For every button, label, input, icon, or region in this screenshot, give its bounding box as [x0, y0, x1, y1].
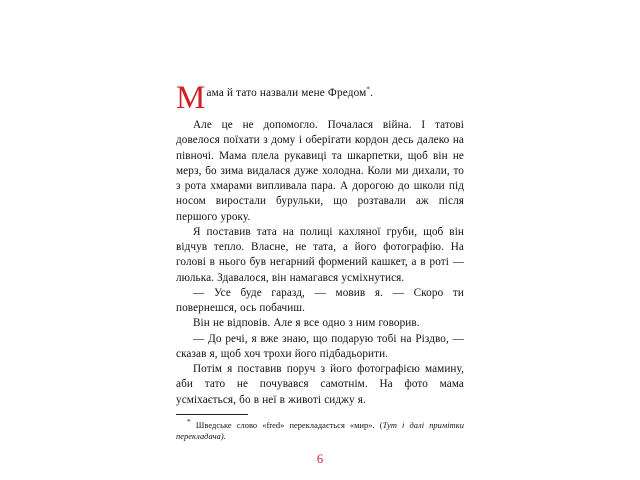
body-paragraph: Але це не допомогло. Почалася війна. І татові довелося поїхати з дому і оберігати кордон десь далеко на півночі. Мама плела рукавиці та шкарпетки, щоб він не мерз, бо зима видалася дуже холодна. Коли ми дихали, то з рота хмарами випливала пара. А дорогою до школи під носом виростали бурульки, що розтавали аж після першого уроку. — [176, 119, 464, 223]
footnote-separator-rule — [176, 414, 248, 415]
footnote-reference-marker: * — [366, 85, 371, 94]
body-paragraph: Я поставив тата на полиці кахляної груби, щоб він відчув тепло. Власне, не тата, а його фотографію. На голові в нього був негарний формений кашкет, а в роті — люлька. Здавалося, він намагався усміхнутися. — [176, 225, 464, 284]
footnote-text-italic: Тут і далі примітки перекладача — [176, 421, 464, 442]
footnote-text — [176, 417, 464, 443]
opening-line-text: ама й тато назвали мене Фредом — [206, 87, 367, 99]
footnote-text-trailing: ). — [220, 432, 226, 442]
body-paragraph-group — [176, 101, 464, 408]
footnote-star-marker: * — [187, 417, 191, 427]
page-number: 6 — [316, 452, 324, 466]
body-paragraph: — Усе буде гаразд, — мовив я. — Скоро ти повернешся, ось побачиш. — [176, 286, 464, 315]
footnote-text-leading: Шведське слово «fred» перекладається «мир». ( — [190, 421, 383, 430]
drop-cap-letter: М — [176, 80, 206, 116]
body-paragraph: — До речі, я вже знаю, що подарую тобі на Різдво, — сказав я, щоб хоч трохи його підбадьорити. — [176, 332, 464, 360]
body-paragraph: Він не відповів. Але я все одно з ним говорив. — [193, 317, 420, 330]
footnote-area — [176, 414, 464, 443]
body-paragraph: Потім я поставив поруч з його фотографією мамину, аби тато не почувався самотнім. На фото мама усміхається, бо в неї в животі сиджу я. — [176, 363, 464, 406]
page-text-block — [176, 80, 464, 408]
opening-paragraph: Мама й тато назвали мене Фредом*. — [176, 80, 374, 116]
